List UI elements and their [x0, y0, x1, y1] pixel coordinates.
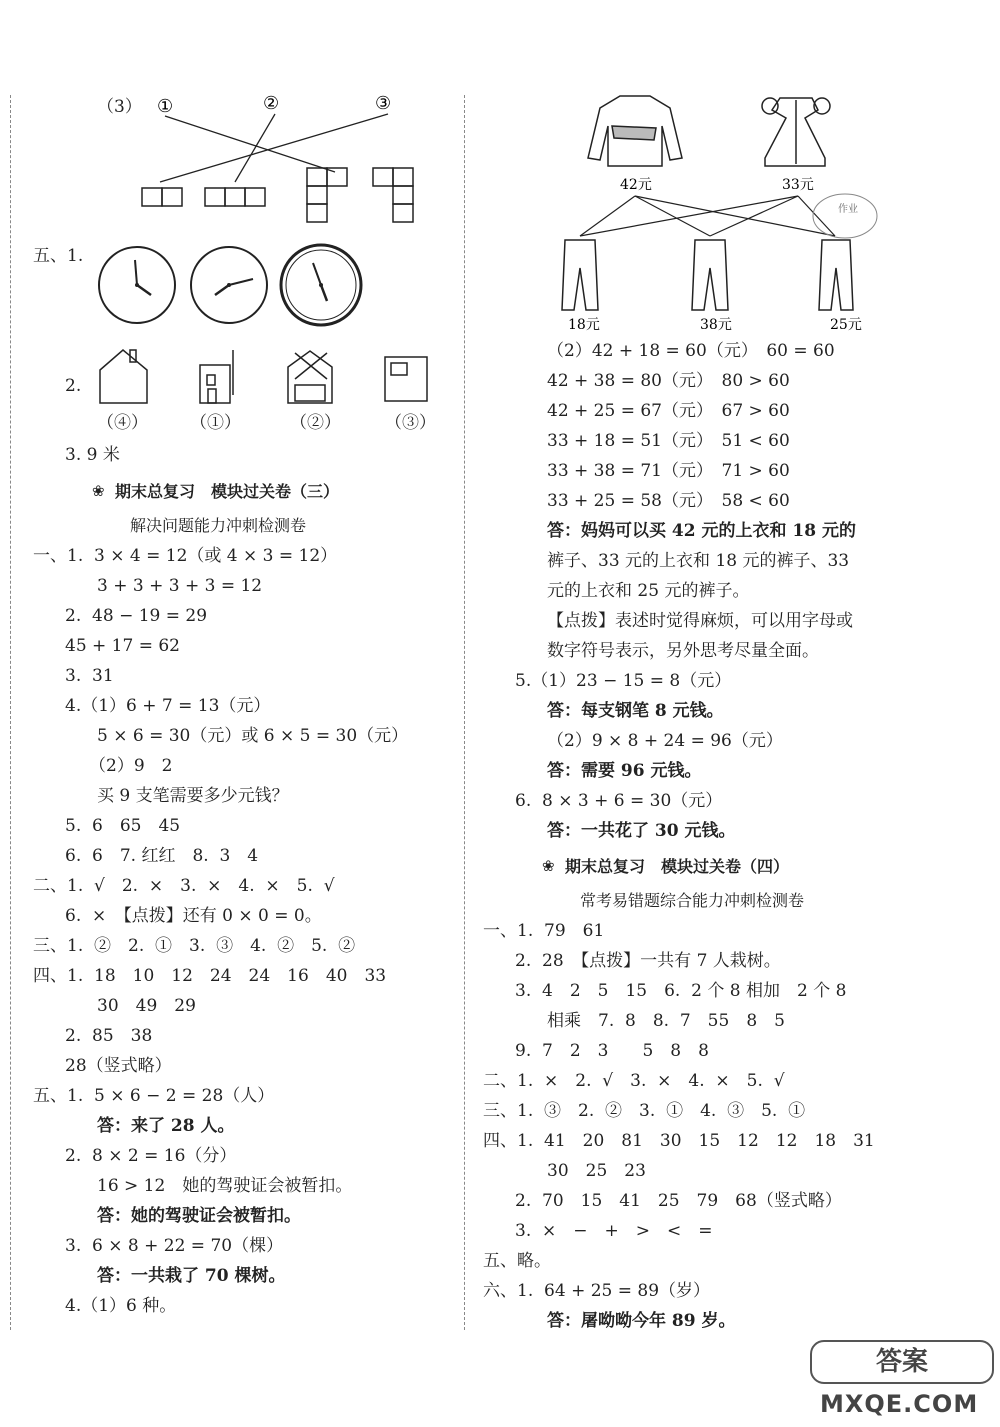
answer-line: 3. 4 2 5 15 6. 2 个 8 相加 2 个 8 [515, 981, 847, 1001]
answer-line: 3 + 3 + 3 + 3 = 12 [97, 576, 263, 596]
clock-1 [99, 247, 175, 323]
answer-line: 裤子、33 元的上衣和 18 元的裤子、33 [547, 551, 850, 571]
section3-title: 期末总复习 模块过关卷（三） [115, 482, 340, 501]
price-bottom-3: 25元 [830, 317, 862, 333]
house-answer-3: （②） [290, 413, 341, 433]
match-line-3 [160, 114, 388, 182]
answer-line: 28（竖式略） [65, 1056, 172, 1076]
answer-line: 答：一共栽了 70 棵树。 [97, 1266, 286, 1286]
answer-line: 2. 70 15 41 25 79 68（竖式略） [515, 1191, 842, 1211]
answer-line: 33 + 25 = 58（元） 58 < 60 [547, 491, 790, 511]
answer-line: 2. 48 − 19 = 29 [65, 606, 208, 626]
answer-line: 4.（1）6 种。 [65, 1296, 177, 1316]
answer-line: 6. 8 × 3 + 6 = 30（元） [515, 791, 723, 811]
answer-line: 四、1. 18 10 12 24 24 16 40 33 [33, 966, 387, 986]
q3-label: （3） [97, 97, 142, 117]
answer-line: 16 > 12 她的驾驶证会被暂扣。 [97, 1176, 353, 1196]
block-shape-two [142, 188, 182, 206]
answer-line: （2）9 × 8 + 24 = 96（元） [547, 731, 783, 751]
paw-icon: ❀ [542, 857, 555, 875]
house-4 [385, 357, 427, 401]
answer-line: 答：每支钢笔 8 元钱。 [547, 701, 724, 721]
paw-icon: ❀ [92, 482, 105, 500]
answer-line: 3. × − + > < = [515, 1221, 713, 1241]
match-line-2 [235, 114, 275, 182]
circle-label-2: ② [263, 93, 280, 114]
answer-line: 答：来了 28 人。 [97, 1116, 235, 1136]
price-top-2: 33元 [782, 177, 814, 193]
answer-line: 6. 6 7. 红红 8. 3 4 [65, 846, 259, 866]
answer-line: 33 + 38 = 71（元） 71 > 60 [547, 461, 790, 481]
houses-figure [95, 345, 435, 407]
house-answer-2: （①） [190, 413, 241, 433]
answer-line: 元的上衣和 25 元的裤子。 [547, 581, 750, 601]
answer-line: 答：一共花了 30 元钱。 [547, 821, 736, 841]
combo-line [635, 196, 835, 236]
answer-line: 答：妈妈可以买 42 元的上衣和 18 元的 [547, 521, 856, 541]
answer-line: 相乘 7. 8 8. 7 55 8 5 [547, 1011, 785, 1031]
match-line-1 [165, 116, 335, 172]
answer-line: 六、1. 64 + 25 = 89（岁） [483, 1281, 711, 1301]
clock-3 [281, 245, 361, 325]
watermark-logo-text: 案 [902, 1347, 929, 1377]
price-bottom-2: 38元 [700, 317, 732, 333]
left-column [0, 0, 460, 1427]
answer-line: 3. 6 × 8 + 22 = 70（棵） [65, 1236, 284, 1256]
answer-line: 一、1. 3 × 4 = 12（或 4 × 3 = 12） [33, 546, 338, 566]
answer-line: 5.（1）23 − 15 = 8（元） [515, 671, 732, 691]
clothes-figure [550, 88, 880, 336]
combo-line [580, 196, 798, 236]
combo-line [710, 196, 798, 236]
column-divider [464, 95, 465, 1330]
answer-line: 二、1. × 2. √ 3. × 4. × 5. √ [483, 1071, 785, 1091]
answer-line: 二、1. √ 2. × 3. × 4. × 5. √ [33, 876, 335, 896]
answer-line: 2. 8 × 2 = 16（分） [65, 1146, 237, 1166]
q5-3-answer: 3. 9 米 [65, 445, 120, 465]
watermark-logo-text: 答 [875, 1347, 902, 1377]
sweater-icon [588, 96, 682, 166]
answer-line: 33 + 18 = 51（元） 51 < 60 [547, 431, 790, 451]
answer-line: 2. 85 38 [65, 1026, 153, 1046]
answer-line: 五、1. 5 × 6 − 2 = 28（人） [33, 1086, 275, 1106]
stamp-text: 作业 [838, 204, 858, 215]
combo-line [635, 196, 710, 236]
house-3 [288, 351, 332, 403]
house-2 [200, 350, 233, 403]
pants-icon [692, 240, 728, 310]
answer-line: 42 + 25 = 67（元） 67 > 60 [547, 401, 790, 421]
answer-line: 答：她的驾驶证会被暂扣。 [97, 1206, 301, 1226]
block-shape-l [307, 168, 347, 222]
pants-icon [562, 240, 598, 310]
house-1 [100, 350, 147, 403]
answer-line: 四、1. 41 20 81 30 15 12 12 18 31 [483, 1131, 875, 1151]
answer-line: （2）9 2 [89, 756, 173, 776]
answer-line: （2）42 + 18 = 60（元） 60 = 60 [547, 341, 835, 361]
answer-line: 5. 6 65 45 [65, 816, 181, 836]
answer-line: 5 × 6 = 30（元）或 6 × 5 = 30（元） [97, 726, 409, 746]
answer-line: 三、1. ③ 2. ② 3. ① 4. ③ 5. ① [483, 1101, 806, 1121]
answer-line: 45 + 17 = 62 [65, 636, 180, 656]
answer-line: 买 9 支笔需要多少元钱？ [97, 786, 289, 806]
dress-icon [762, 98, 830, 166]
answer-line: 【点拨】表述时觉得麻烦，可以用字母或 [547, 611, 853, 631]
house-answer-1: （④） [97, 413, 148, 433]
answer-line: 4.（1）6 + 7 = 13（元） [65, 696, 271, 716]
q5-1-label: 五、1. [33, 246, 84, 266]
circle-label-1: ① [157, 96, 174, 117]
right-column [470, 0, 1000, 1427]
q5-2-label: 2. [65, 376, 82, 396]
answer-line: 9. 7 2 3 5 8 8 [515, 1041, 709, 1061]
matching-diagram [135, 92, 435, 232]
price-bottom-1: 18元 [568, 317, 600, 333]
answer-line: 答：需要 96 元钱。 [547, 761, 702, 781]
clocks-figure [95, 240, 365, 330]
answer-line: 2. 28 【点拨】一共有 7 人栽树。 [515, 951, 781, 971]
answer-line: 6. × 【点拨】还有 0 × 0 = 0。 [65, 906, 322, 926]
answer-line: 30 25 23 [547, 1161, 646, 1181]
section4-title: 期末总复习 模块过关卷（四） [565, 857, 790, 876]
answer-line: 一、1. 79 61 [483, 921, 605, 941]
answer-line: 三、1. ② 2. ① 3. ③ 4. ② 5. ② [33, 936, 356, 956]
answer-line: 数字符号表示，另外思考尽量全面。 [547, 641, 819, 661]
clock-2 [191, 247, 267, 323]
watermark-url: MXQE.COM [820, 1390, 979, 1418]
circle-label-3: ③ [375, 93, 392, 114]
house-answer-4: （③） [385, 413, 436, 433]
answer-line: 答：屠呦呦今年 89 岁。 [547, 1311, 736, 1331]
answer-line: 30 49 29 [97, 996, 196, 1016]
watermark-logo [810, 1340, 994, 1384]
pants-icon [819, 240, 853, 310]
combo-line [580, 196, 635, 236]
block-shape-j [373, 168, 413, 222]
answer-line: 3. 31 [65, 666, 114, 686]
homework-stamp-icon [813, 194, 877, 238]
section4-subtitle: 常考易错题综合能力冲刺检测卷 [580, 891, 805, 910]
section3-subtitle: 解决问题能力冲刺检测卷 [130, 516, 307, 535]
price-top-1: 42元 [620, 177, 652, 193]
block-shape-three [205, 188, 265, 206]
answer-line: 42 + 38 = 80（元） 80 > 60 [547, 371, 790, 391]
answer-line: 五、略。 [483, 1251, 551, 1271]
